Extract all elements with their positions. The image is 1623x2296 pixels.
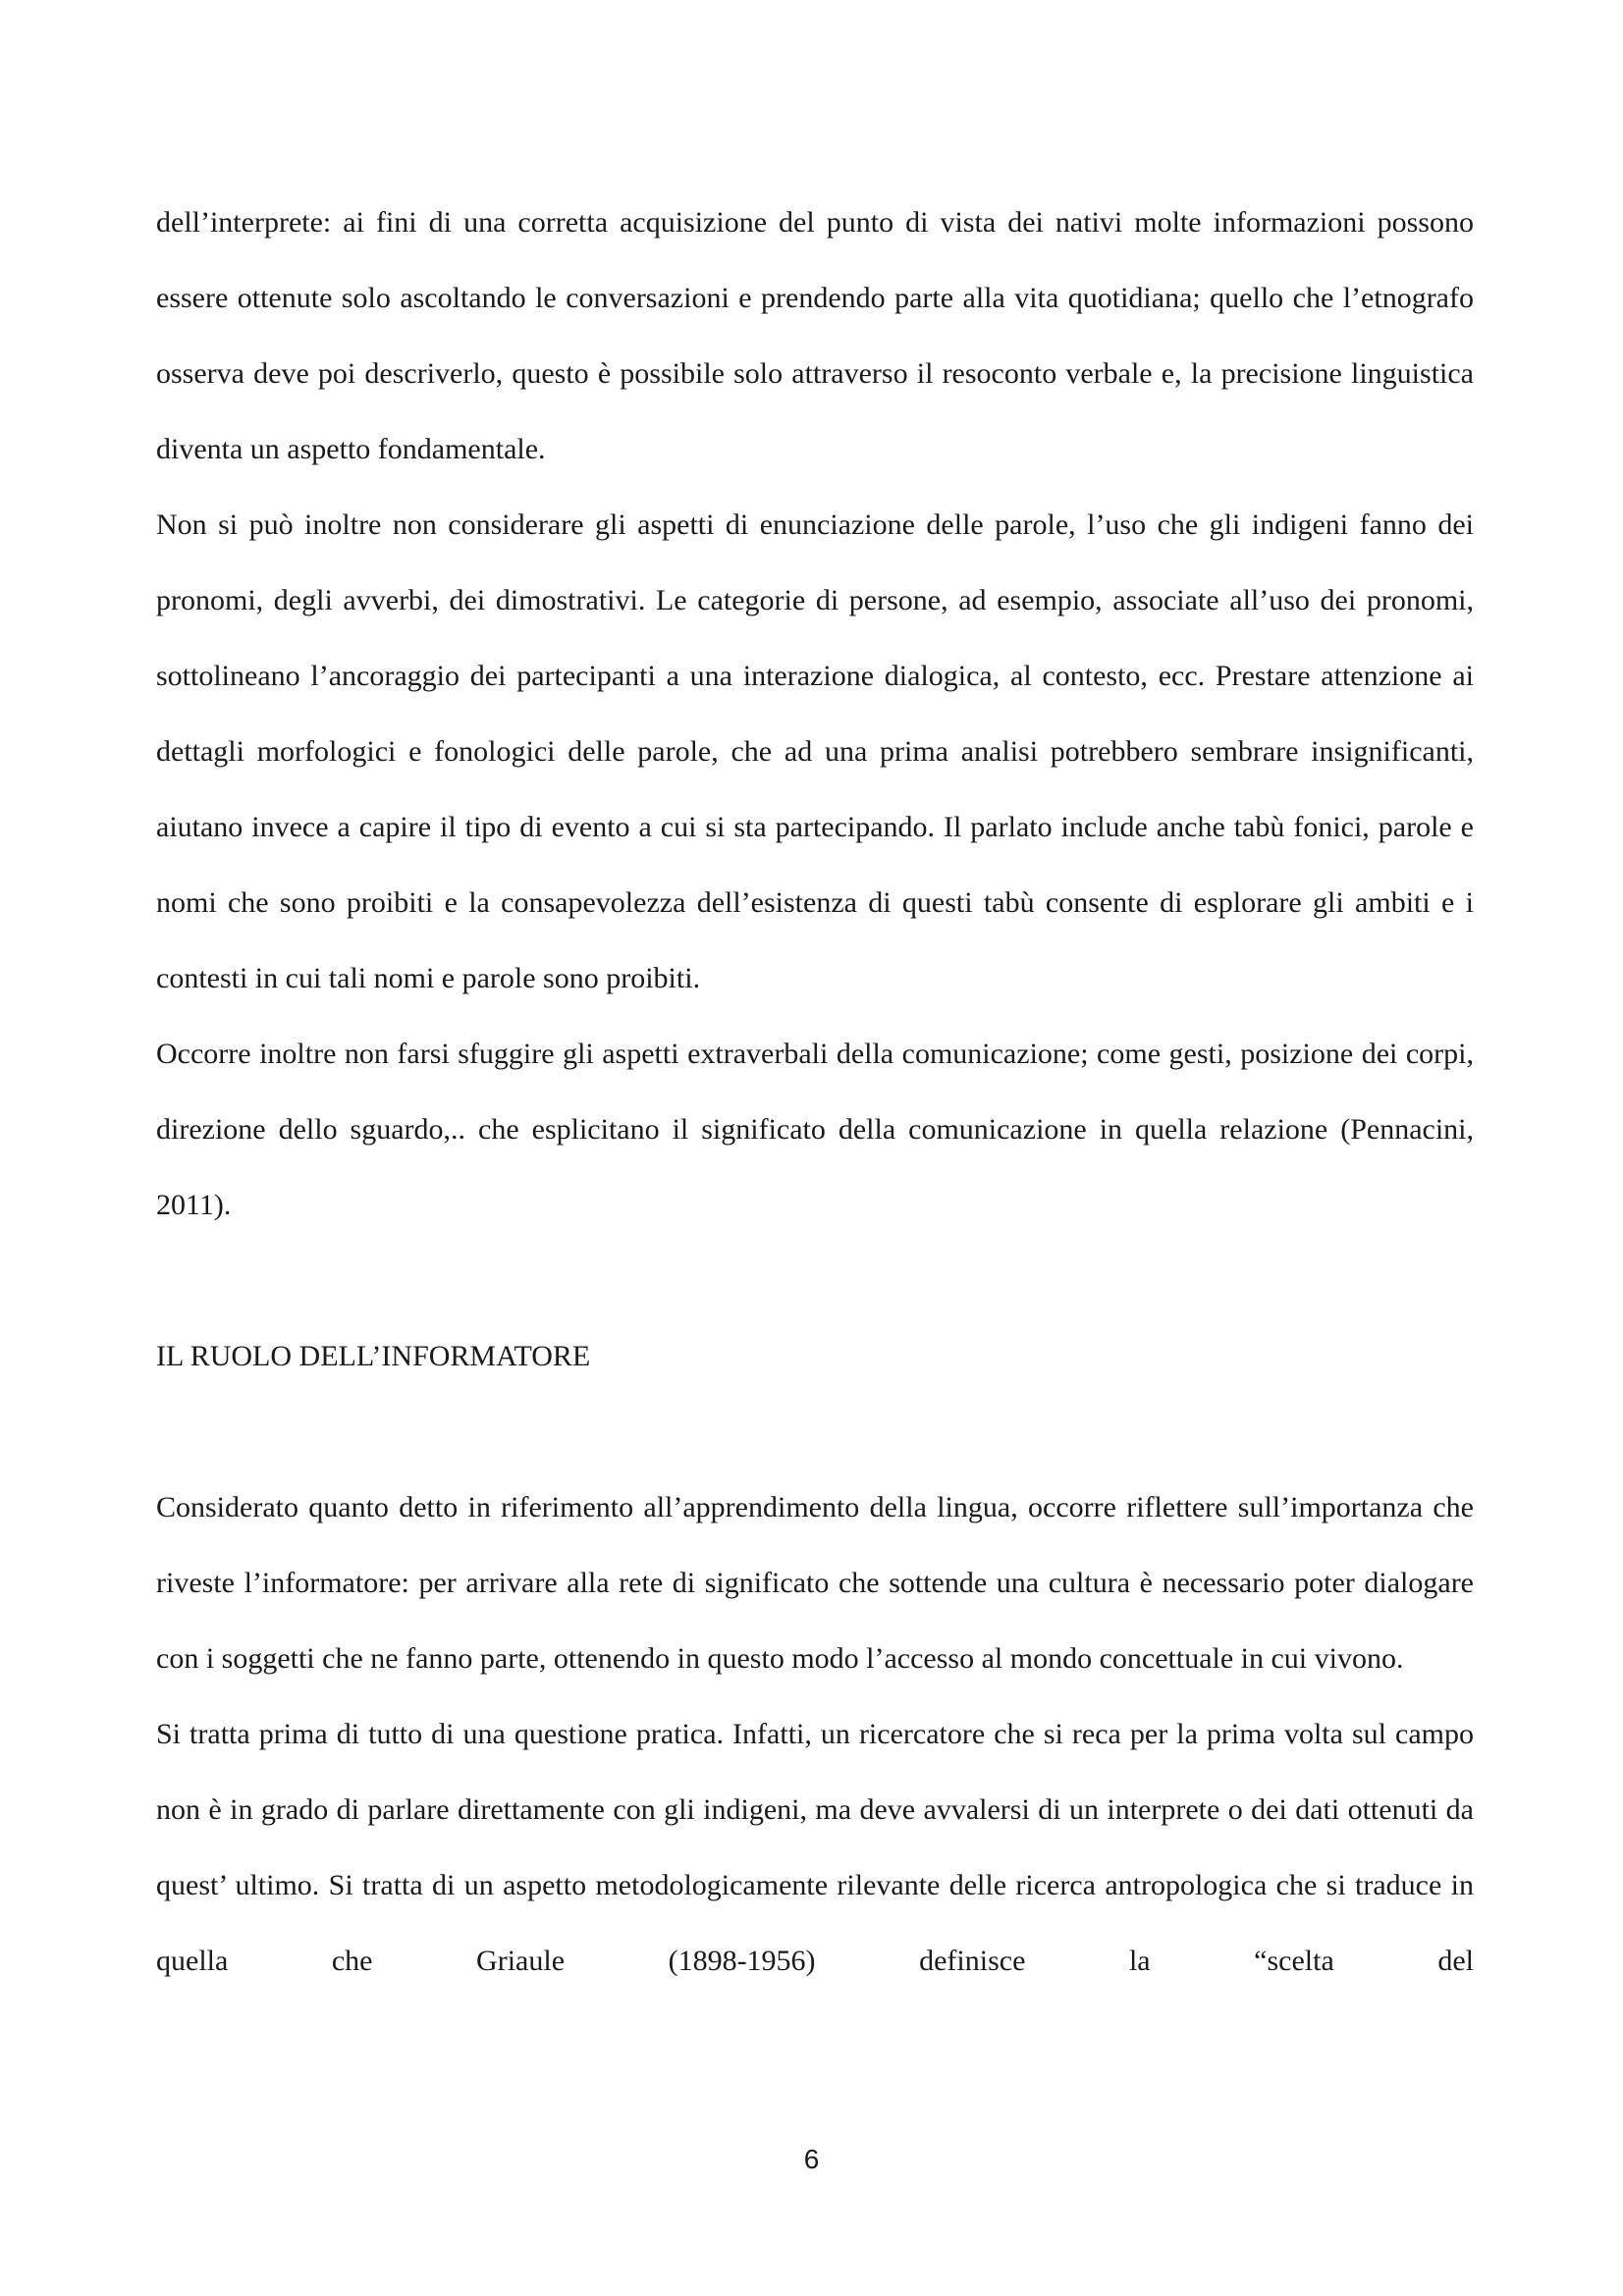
paragraph-practical-question: Si tratta prima di tutto di una questione pratica. Infatti, un ricercatore che si reca per la prima volta sul campo non è in grado di parlare direttamente con gli indigeni, ma deve avvalersi di un interprete o dei dati ottenuti da quest’ ultimo. Si tratta di un aspetto metodologicamente rilevante delle ricerca antropologica che si traduce in quella che Griaule (1898-1956) definisce la “scelta del (156, 1718, 1474, 1977)
page-number: 6 (803, 2144, 820, 2174)
paragraph-interpreter: dell’interprete: ai fini di una corretta acquisizione del punto di vista dei nativi molte informazioni possono essere ottenute solo ascoltando le conversazioni e prendendo parte alla vita quotidiana; quello che l’etnografo osserva deve poi descriverlo, questo è possibile solo attraverso il resoconto verbale e, la precisione linguistica diventa un aspetto fondamentale. (156, 206, 1474, 465)
paragraph-enunciation: Non si può inoltre non considerare gli aspetti di enunciazione delle parole, l’uso che gli indigeni fanno dei pronomi, degli avverbi, dei dimostrativi. Le categorie di persone, ad esempio, associate all’uso dei pronomi, sottolineano l’ancoraggio dei partecipanti a una interazione dialogica, al contesto, ecc. Prestare attenzione ai dettagli morfologici e fonologici delle parole, che ad una prima analisi potrebbero sembrare insignificanti, aiutano invece a capire il tipo di evento a cui si sta partecipando. Il parlato include anche tabù fonici, parole e nomi che sono proibiti e la consapevolezza dell’esistenza di questi tabù consente di esplorare gli ambiti e i contesti in cui tali nomi e parole sono proibiti. (156, 508, 1474, 994)
paragraph-extraverbal: Occorre inoltre non farsi sfuggire gli aspetti extraverbali della comunicazione; come gesti, posizione dei corpi, direzione dello sguardo,.. che esplicitano il significato della comunicazione in quella relazione (Pennacini, 2011). (156, 1038, 1474, 1221)
paragraph-informant: Considerato quanto detto in riferimento all’apprendimento della lingua, occorre riflettere sull’importanza che riveste l’informatore: per arrivare alla rete di significato che sottende una cultura è necessario poter dialogare con i soggetti che ne fanno parte, ottenendo in questo modo l’accesso al mondo concettuale in cui vivono. (156, 1491, 1474, 1675)
section-heading: IL RUOLO DELL’INFORMATORE (156, 1340, 591, 1372)
body-text (156, 185, 1474, 1999)
